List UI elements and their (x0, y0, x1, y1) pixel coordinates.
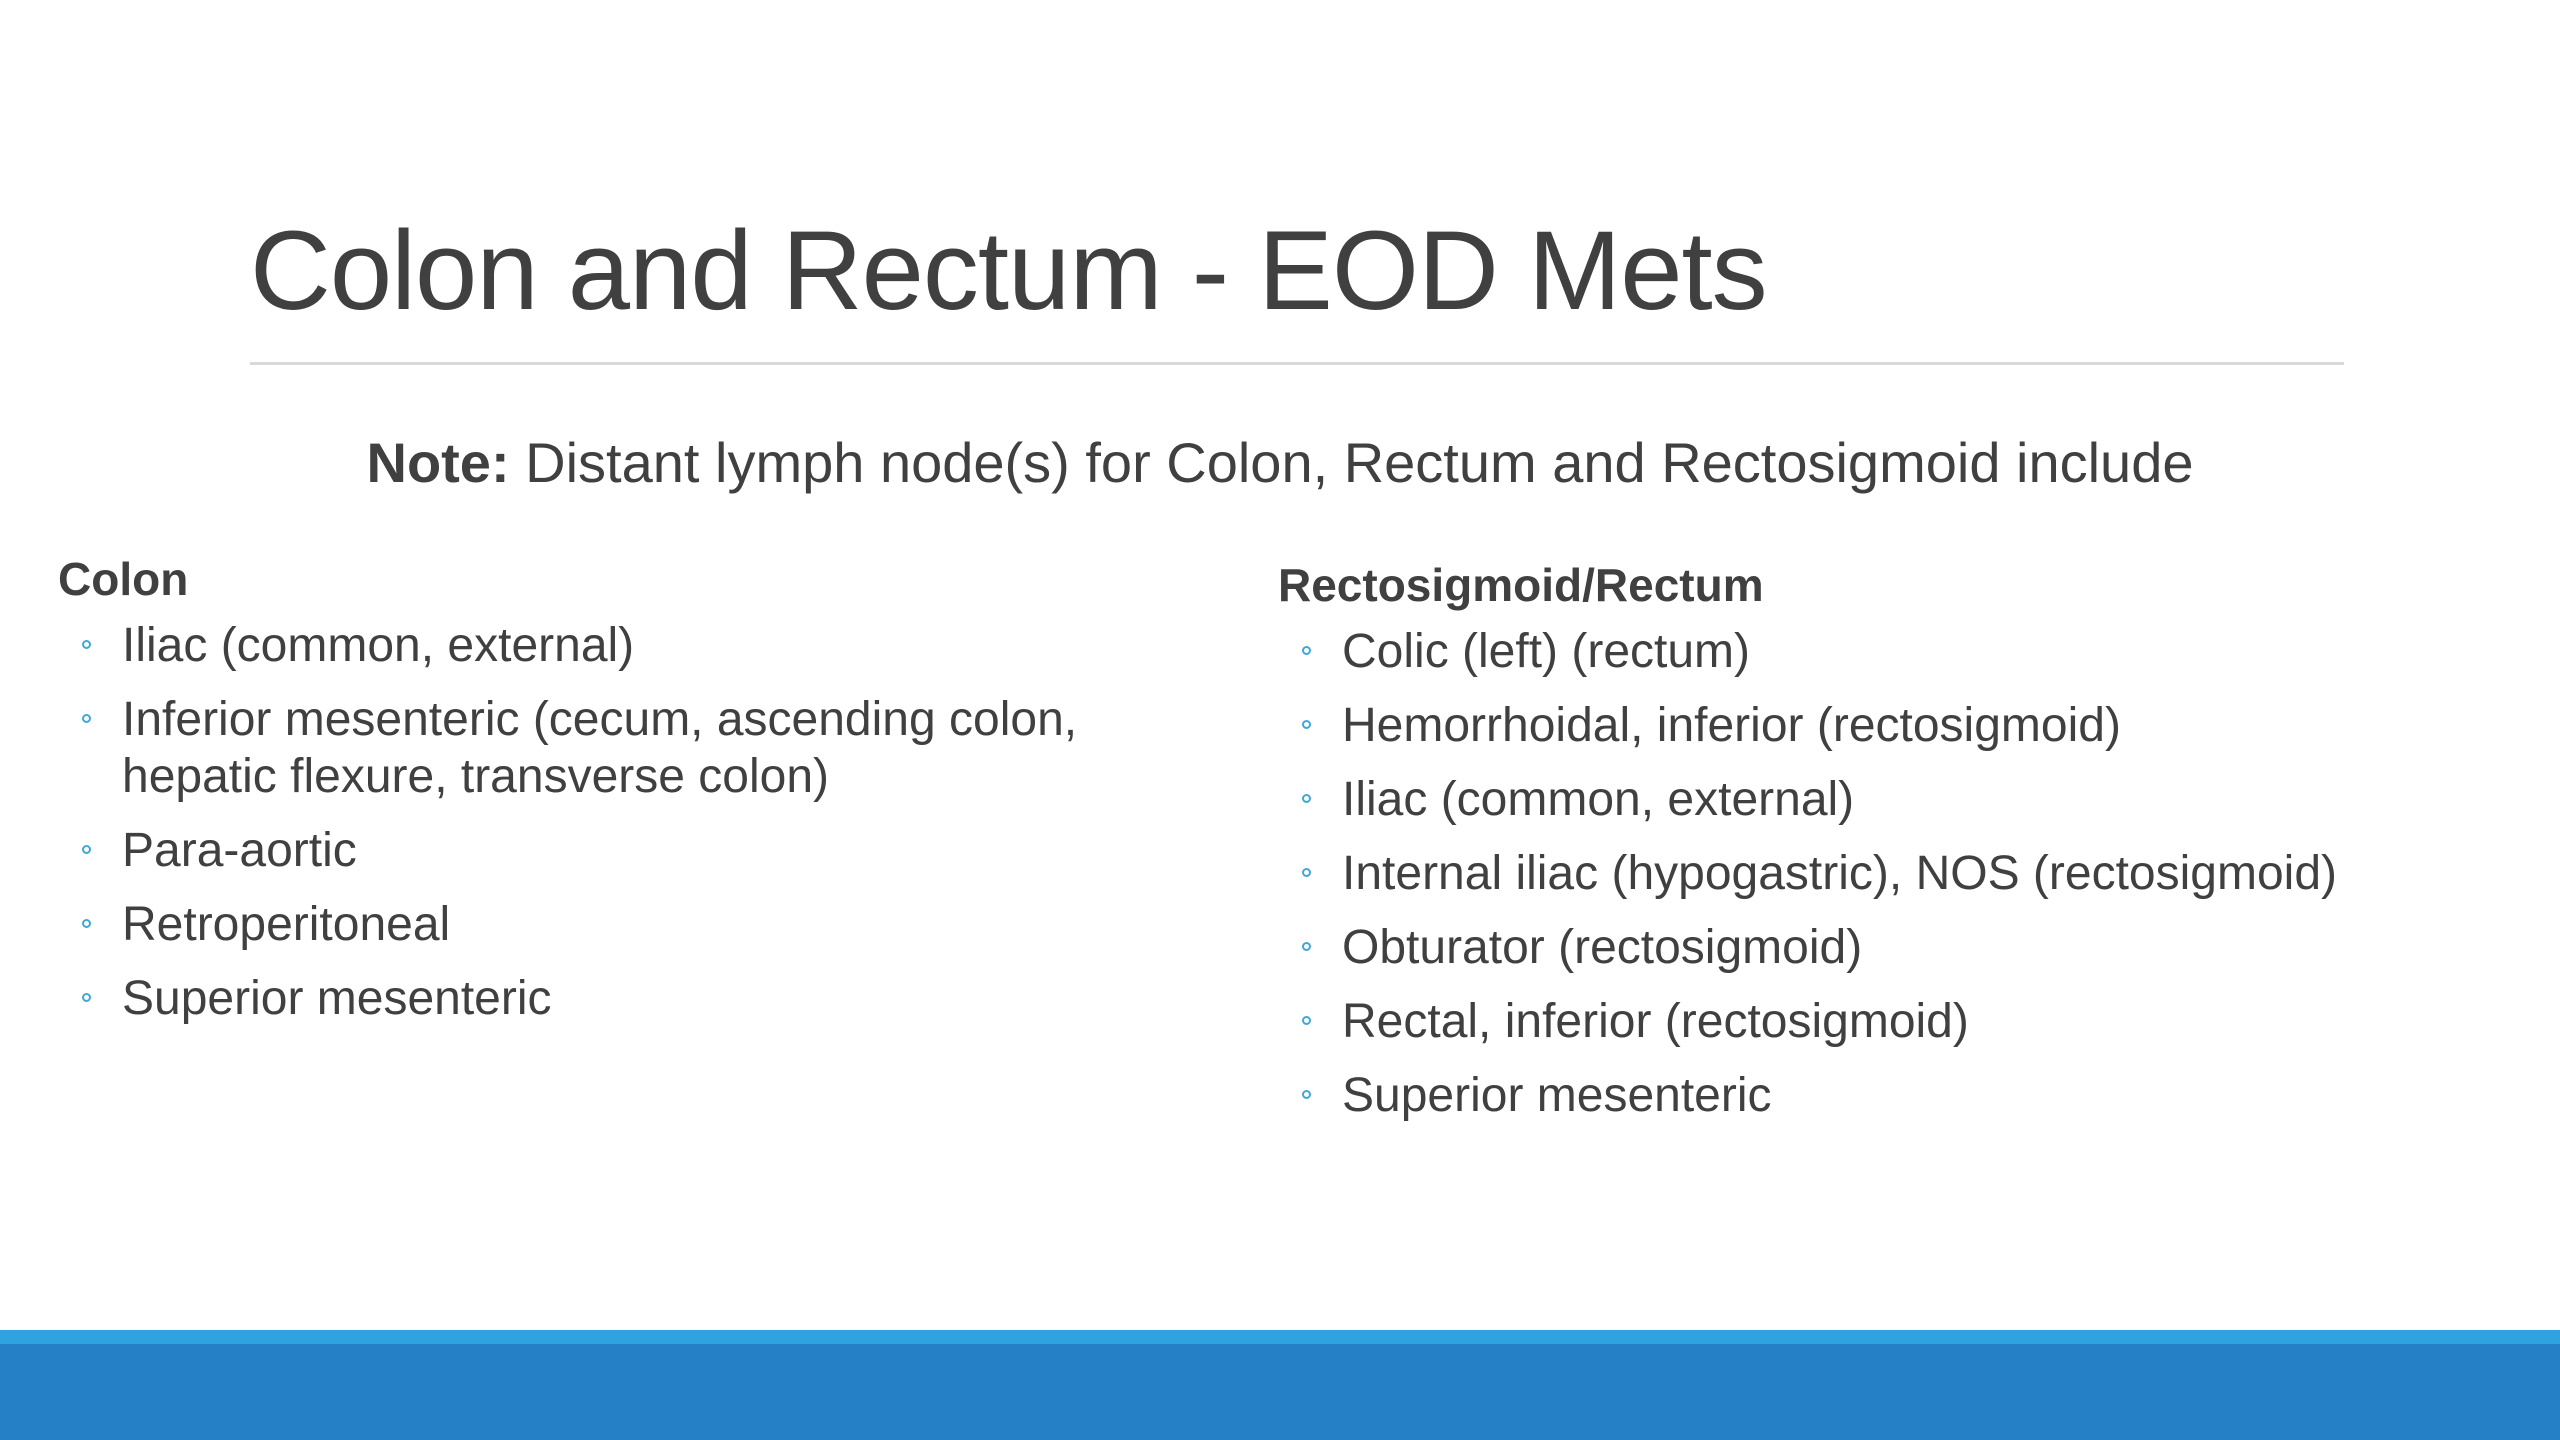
list-item-text: Iliac (common, external) (122, 619, 635, 673)
bullet-icon (82, 919, 91, 928)
list-item (1278, 1067, 2518, 1124)
note-label: Note: (366, 431, 510, 494)
list-item (1278, 993, 2518, 1050)
colon-list (58, 617, 1218, 1027)
list-item (1278, 919, 2518, 976)
list-item-text: Obturator (rectosigmoid) (1342, 921, 1863, 975)
bullet-icon (82, 640, 91, 649)
bullet-icon (1302, 942, 1311, 951)
bullet-icon (1302, 646, 1311, 655)
bullet-icon (82, 993, 91, 1002)
list-item (1278, 845, 2518, 902)
list-item (58, 691, 1218, 805)
rectosigmoid-rectum-heading: Rectosigmoid/Rectum (1278, 559, 1764, 611)
list-item-text: Internal iliac (hypogastric), NOS (rectosigmoid) (1342, 847, 2337, 901)
list-item-text: Hemorrhoidal, inferior (rectosigmoid) (1342, 699, 2121, 753)
list-item-text: Rectal, inferior (rectosigmoid) (1342, 995, 1969, 1049)
list-item (1278, 623, 2518, 680)
slide-title: Colon and Rectum - EOD Mets (250, 208, 1767, 333)
list-item-text: Superior mesenteric (122, 972, 552, 1026)
rectosigmoid-rectum-column (1278, 558, 2518, 1141)
footer-bar (0, 1344, 2560, 1440)
bullet-icon (1302, 1090, 1311, 1099)
list-item-text: Superior mesenteric (1342, 1069, 1772, 1123)
list-item (58, 822, 1218, 879)
list-item (58, 617, 1218, 674)
note-text: Distant lymph node(s) for Colon, Rectum and Rectosigmoid include (509, 431, 2194, 494)
bullet-icon (1302, 794, 1311, 803)
bullet-icon (82, 845, 91, 854)
list-item (58, 970, 1218, 1027)
bullet-icon (1302, 720, 1311, 729)
colon-column (58, 552, 1218, 1044)
list-item-text: Retroperitoneal (122, 898, 451, 952)
list-item-text: Inferior mesenteric (cecum, ascending colon, hepatic flexure, transverse colon) (122, 693, 1078, 804)
rectosigmoid-rectum-list (1278, 623, 2518, 1124)
bullet-icon (1302, 1016, 1311, 1025)
footer-accent-stripe (0, 1330, 2560, 1344)
bullet-icon (1302, 868, 1311, 877)
list-item (1278, 697, 2518, 754)
bullet-icon (82, 714, 91, 723)
colon-heading: Colon (58, 553, 189, 605)
list-item-text: Para-aortic (122, 824, 357, 878)
list-item (1278, 771, 2518, 828)
note-line (0, 432, 2560, 494)
list-item (58, 896, 1218, 953)
list-item-text: Colic (left) (rectum) (1342, 625, 1751, 679)
list-item-text: Iliac (common, external) (1342, 773, 1855, 827)
title-divider (250, 362, 2344, 365)
